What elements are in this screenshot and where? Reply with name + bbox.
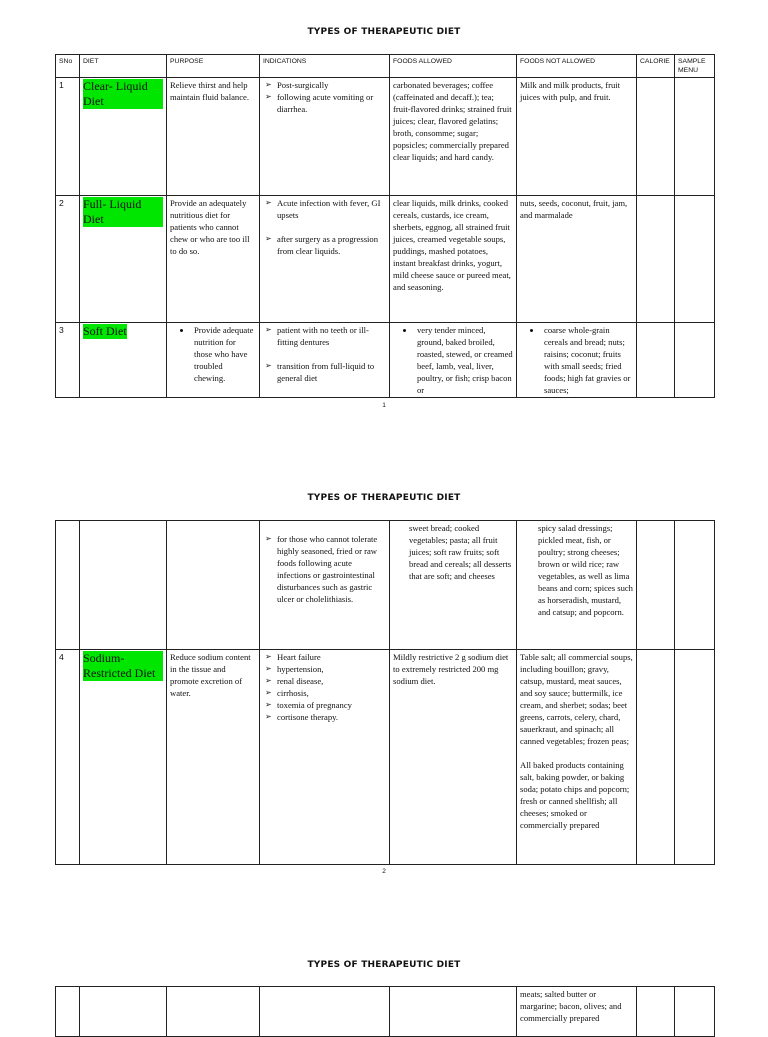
indication-item: ➢ hypertension, (263, 663, 386, 675)
table-row (56, 521, 715, 650)
table-row (56, 323, 715, 398)
calorie-cell (637, 323, 675, 398)
row-sno: 1 (56, 78, 80, 196)
indications-cell (260, 196, 390, 323)
purpose-cell (167, 987, 260, 1037)
header-row (56, 55, 715, 78)
sample-menu-cell (675, 521, 715, 650)
diet-cell (80, 521, 167, 650)
page-number: 1 (382, 402, 386, 409)
doc-title: TYPES OF THERAPEUTIC DIET (307, 27, 461, 37)
header-sample-menu: SAMPLE MENU (675, 55, 715, 78)
table-row (56, 78, 715, 196)
row-sno: 2 (56, 196, 80, 323)
indication-item: ➢ cirrhosis, (263, 687, 386, 699)
indication-item: ➢ patient with no teeth or ill-fitting dentures (263, 324, 386, 348)
purpose-cell: Relieve thirst and help maintain fluid balance. (167, 78, 260, 196)
foods-not-allowed-cell: Milk and milk products, fruit juices with pulp, and fruit. (517, 78, 637, 196)
diet-table-page-2 (55, 520, 715, 865)
indication-item: ➢ following acute vomiting or diarrhea. (263, 91, 386, 115)
foods-not-allowed-text: Table salt; all commercial soups, including bouillon; gravy, catsup, mustard, meat sauces, and soy sauce; buttermilk, ice cream, and sherbet; sodas; beet greens, carrots, celery, chard, sauerkraut, and spinach; all canned vegetables; frozen peas; (520, 652, 633, 746)
sample-menu-cell (675, 650, 715, 865)
header-foods-allowed: FOODS ALLOWED (390, 55, 517, 78)
foods-allowed-cell: clear liquids, milk drinks, cooked cereals, custards, ice cream, sherbets, eggnog, all strained fruit juices, creamed vegetable soups, puddings, mashed potatoes, instant breakfast drinks, yogurt, mild cheese sauce or pureed meat, and seasoning. (390, 196, 517, 323)
indications-cell (260, 78, 390, 196)
calorie-cell (637, 196, 675, 323)
foods-not-allowed-text: spicy salad dressings; pickled meat, fish, or poultry; strong cheeses; brown or wild rice; raw vegetables, as well as lima beans and corn; spices such as horseradish, mustard, and catsup; and popcorn. (538, 523, 633, 617)
sample-menu-cell (675, 987, 715, 1037)
indication-item: ➢ renal disease, (263, 675, 386, 687)
indications-cell (260, 521, 390, 650)
foods-not-allowed-cell (517, 323, 637, 398)
table-row (56, 196, 715, 323)
indication-item: ➢ Heart failure (263, 651, 386, 663)
indication-item: ➢ after surgery as a progression from clear liquids. (263, 233, 386, 257)
calorie-cell (637, 521, 675, 650)
foods-not-allowed-cell: nuts, seeds, coconut, fruit, jam, and marmalade (517, 196, 637, 323)
diet-cell (80, 987, 167, 1037)
diet-table-page-1 (55, 54, 715, 398)
sample-menu-cell (675, 323, 715, 398)
table-row (56, 650, 715, 865)
foods-allowed-item: • very tender minced, ground, baked broiled, roasted, stewed, or creamed beef, lamb, veal, liver, poultry, or fish; crisp bacon or (415, 324, 513, 396)
row-sno: 4 (56, 650, 80, 865)
diet-name: Soft Diet (83, 324, 127, 338)
foods-not-allowed-cell: meats; salted butter or margarine; bacon, olives; and commercially prepared (517, 987, 637, 1037)
header-diet: DIET (80, 55, 167, 78)
foods-allowed-cell (390, 323, 517, 398)
row-sno: 3 (56, 323, 80, 398)
row-sno (56, 521, 80, 650)
indication-item: ➢ Acute infection with fever, GI upsets (263, 197, 386, 221)
diet-table-page-3 (55, 986, 715, 1037)
indication-item: ➢ for those who cannot tolerate highly seasoned, fried or raw foods following acute infections or gastrointestinal disturbances such as gastric ulcer or cholelithiasis. (263, 533, 386, 605)
page-number: 2 (382, 868, 386, 875)
foods-not-allowed-cell (517, 521, 637, 650)
header-calorie: CALORIE (637, 55, 675, 78)
foods-allowed-cell (390, 521, 517, 650)
diet-cell (80, 196, 167, 323)
header-indications: INDICATIONS (260, 55, 390, 78)
diet-name: Clear- Liquid Diet (83, 79, 163, 109)
foods-allowed-cell (390, 987, 517, 1037)
header-sno: SNo (56, 55, 80, 78)
foods-allowed-text: sweet bread; cooked vegetables; pasta; all fruit juices; soft raw fruits; soft bread and cereals; all desserts that are soft; and cheeses (409, 523, 512, 581)
row-sno (56, 987, 80, 1037)
indication-item: ➢ toxemia of pregnancy (263, 699, 386, 711)
foods-allowed-cell: Mildly restrictive 2 g sodium diet to extremely restricted 200 mg sodium diet. (390, 650, 517, 865)
indication-item: ➢ transition from full-liquid to general diet (263, 360, 386, 384)
calorie-cell (637, 78, 675, 196)
doc-title: TYPES OF THERAPEUTIC DIET (307, 960, 461, 970)
purpose-item: • Provide adequate nutrition for those who have troubled chewing. (192, 324, 256, 384)
foods-allowed-cell: carbonated beverages; coffee (caffeinated and decaff.); tea; fruit-flavored drinks; strained fruit juices; clear, flavored gelatins; broth, consomme; sugar; popsicles; commercially prepared clear liquids; and hard candy. (390, 78, 517, 196)
calorie-cell (637, 987, 675, 1037)
purpose-cell (167, 323, 260, 398)
table-row (56, 987, 715, 1037)
calorie-cell (637, 650, 675, 865)
indication-item: ➢ cortisone therapy. (263, 711, 386, 723)
sample-menu-cell (675, 196, 715, 323)
purpose-cell (167, 521, 260, 650)
header-foods-not-allowed: FOODS NOT ALLOWED (517, 55, 637, 78)
purpose-cell: Reduce sodium content in the tissue and promote excretion of water. (167, 650, 260, 865)
diet-name: Sodium- Restricted Diet (83, 651, 163, 681)
indications-cell (260, 650, 390, 865)
diet-cell (80, 650, 167, 865)
doc-title: TYPES OF THERAPEUTIC DIET (307, 493, 461, 503)
sample-menu-cell (675, 78, 715, 196)
indication-item: ➢ Post-surgically (263, 79, 386, 91)
foods-not-allowed-cell (517, 650, 637, 865)
diet-name: Full- Liquid Diet (83, 197, 163, 227)
header-purpose: PURPOSE (167, 55, 260, 78)
purpose-cell: Provide an adequately nutritious diet for patients who cannot chew or who are too ill to do so. (167, 196, 260, 323)
foods-not-allowed-text: All baked products containing salt, baking powder, or baking soda; potato chips and popcorn; fresh or canned shellfish; all cheeses; smoked or commercially prepared (520, 760, 630, 830)
foods-not-allowed-item: • coarse whole-grain cereals and bread; nuts; raisins; coconut; fruits with small seeds; fried foods; high fat gravies or sauces; (542, 324, 633, 396)
diet-cell (80, 78, 167, 196)
indications-cell (260, 987, 390, 1037)
indications-cell (260, 323, 390, 398)
diet-cell (80, 323, 167, 398)
